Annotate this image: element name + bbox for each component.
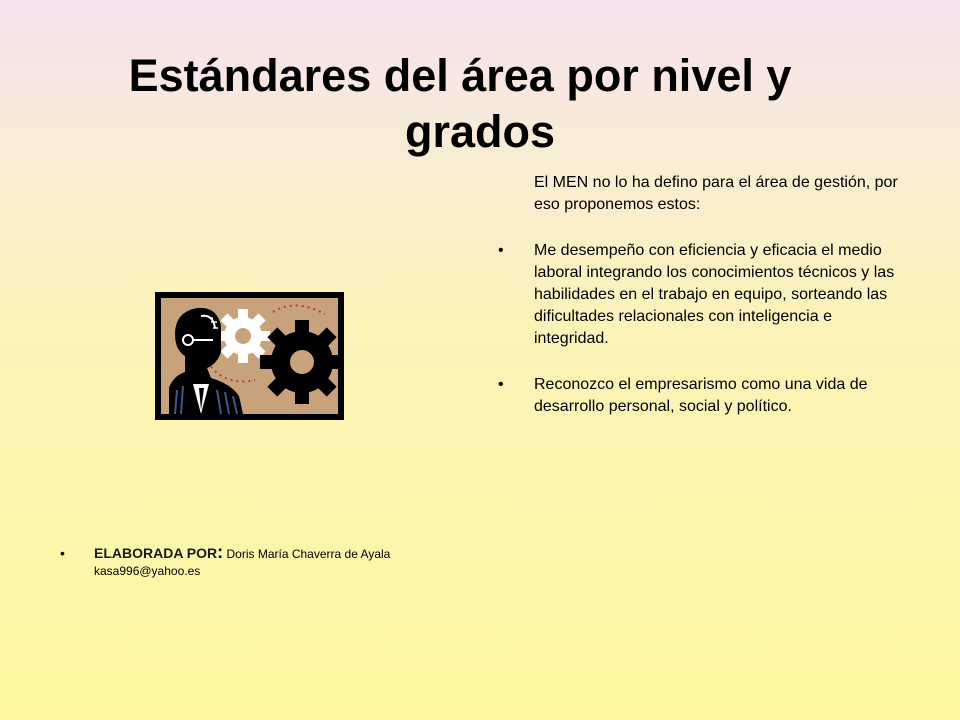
- slide-title: [40, 48, 920, 160]
- slide-title-line-1: Estándares del área por nivel y: [128, 50, 792, 101]
- standards-list-item: [498, 240, 908, 350]
- standards-list-item-text: Reconozco el empresarismo como una vida de desarrollo personal, social y político.: [534, 376, 868, 415]
- standards-list-item-text: Me desempeño con eficiencia y eficacia el medio laboral integrando los conocimientos técnicos y las habilidades en el trabajo en equipo, sorteando las dificultades relacionales con inteligencia e integridad.: [534, 242, 895, 347]
- author-colon: :: [217, 542, 224, 562]
- standards-text-block: [498, 172, 908, 442]
- slide-title-line-2: grados: [404, 106, 556, 157]
- bullet-marker: •: [498, 242, 504, 259]
- author-credit-content: [60, 543, 480, 579]
- bullet-marker: •: [498, 376, 504, 393]
- standards-list-item: [498, 374, 908, 418]
- businessman-gears-icon: [155, 292, 344, 420]
- intro-paragraph: El MEN no lo ha defino para el área de gestión, por eso proponemos estos:: [534, 174, 898, 213]
- author-credit: [60, 543, 480, 579]
- bullet-marker: •: [60, 545, 65, 561]
- standards-list: [498, 240, 908, 418]
- author-label: ELABORADA POR: [94, 545, 218, 561]
- author-email: kasa996@yahoo.es: [94, 564, 201, 578]
- author-name: Doris María Chaverra de Ayala: [223, 547, 391, 561]
